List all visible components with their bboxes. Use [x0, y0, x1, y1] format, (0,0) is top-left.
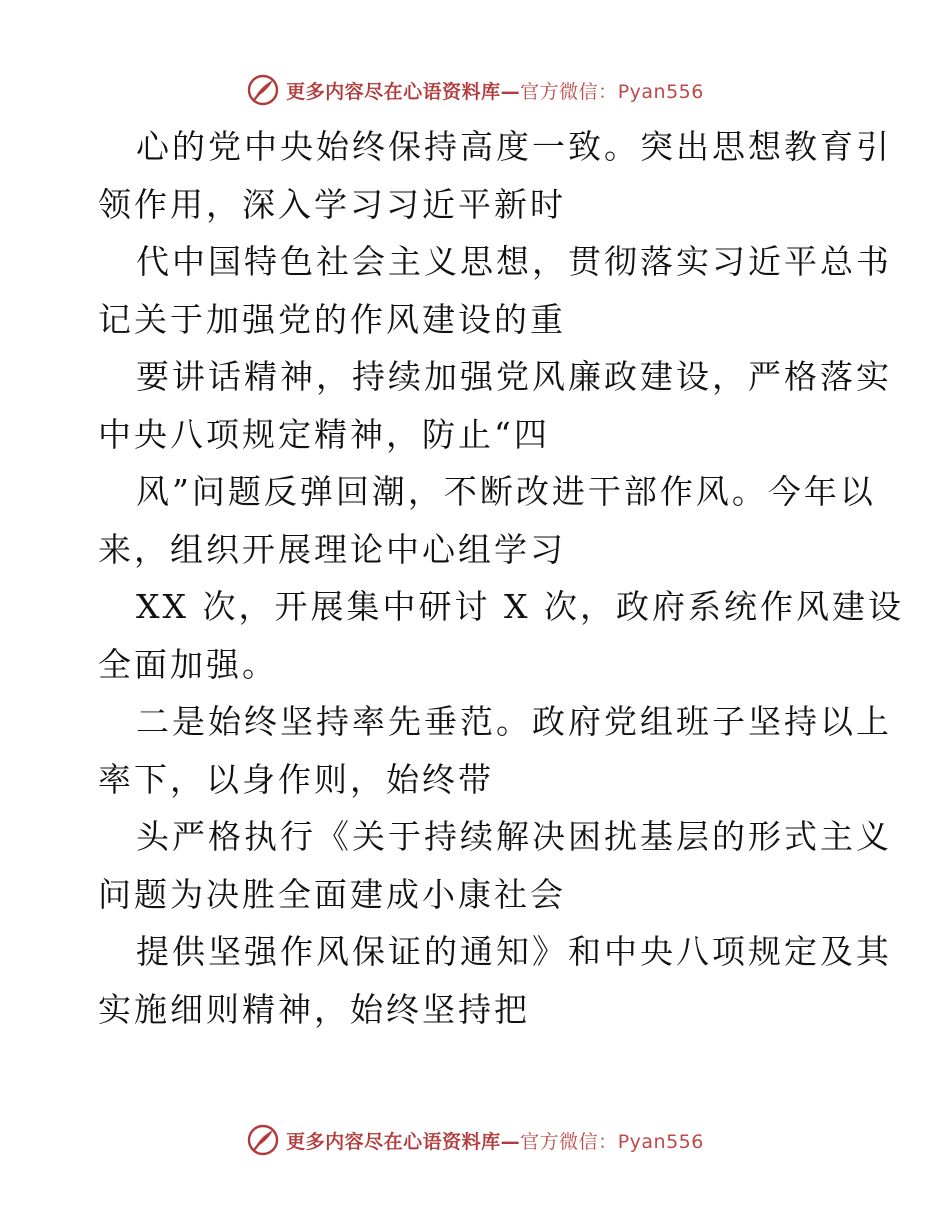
paragraph	[98, 463, 876, 578]
document-body	[98, 118, 904, 1038]
paragraph-second-line: 记关于加强党的作风建设的重	[98, 299, 566, 339]
paragraph	[98, 808, 892, 923]
paragraph-first-line: 心的党中央始终保持高度一致。突出思想教育引	[136, 127, 892, 166]
paragraph	[98, 693, 892, 808]
paragraph	[98, 348, 892, 463]
footer-banner	[0, 1120, 950, 1160]
paragraph-second-line: 领作用，深入学习习近平新时	[98, 184, 566, 224]
paragraph-first-line: 代中国特色社会主义思想，贯彻落实习近平总书	[136, 242, 892, 281]
banner-wechat-id: Pyan556	[617, 1130, 704, 1153]
quill-logo-icon	[246, 73, 280, 107]
paragraph-first-line: 二是始终坚持率先垂范。政府党组班子坚持以上	[136, 702, 892, 741]
banner-text	[286, 1127, 704, 1154]
banner-dash: —	[500, 80, 521, 103]
paragraph-first-line: 头严格执行《关于持续解决困扰基层的形式主义	[136, 817, 892, 856]
paragraph	[98, 578, 904, 693]
paragraph-first-line: 要讲话精神，持续加强党风廉政建设，严格落实	[136, 357, 892, 396]
paragraph-first-line: XX 次，开展集中研讨 X 次，政府系统作风建设	[136, 587, 904, 626]
quill-logo-icon	[246, 1123, 280, 1157]
paragraph-second-line: 问题为决胜全面建成小康社会	[98, 874, 566, 914]
banner-wechat-id: Pyan556	[617, 80, 704, 103]
paragraph-second-line: 实施细则精神，始终坚持把	[98, 989, 530, 1029]
paragraph	[98, 233, 892, 348]
paragraph	[98, 923, 892, 1038]
banner-text	[286, 77, 704, 104]
paragraph-second-line: 来，组织开展理论中心组学习	[98, 529, 566, 569]
banner-dash: —	[500, 1130, 521, 1153]
header-banner	[0, 70, 950, 110]
banner-slogan: 更多内容尽在心语资料库	[286, 80, 501, 103]
paragraph-second-line: 率下，以身作则，始终带	[98, 759, 494, 799]
paragraph-first-line: 提供坚强作风保证的通知》和中央八项规定及其	[136, 932, 892, 971]
banner-slogan: 更多内容尽在心语资料库	[286, 1130, 501, 1153]
paragraph-second-line: 全面加强。	[98, 644, 278, 684]
paragraph-second-line: 中央八项规定精神，防止“四	[98, 414, 550, 454]
banner-wechat-label: 官方微信：	[520, 80, 618, 103]
paragraph-first-line: 风”问题反弹回潮，不断改进干部作风。今年以	[136, 472, 876, 511]
paragraph	[98, 118, 892, 233]
banner-wechat-label: 官方微信：	[520, 1130, 618, 1153]
